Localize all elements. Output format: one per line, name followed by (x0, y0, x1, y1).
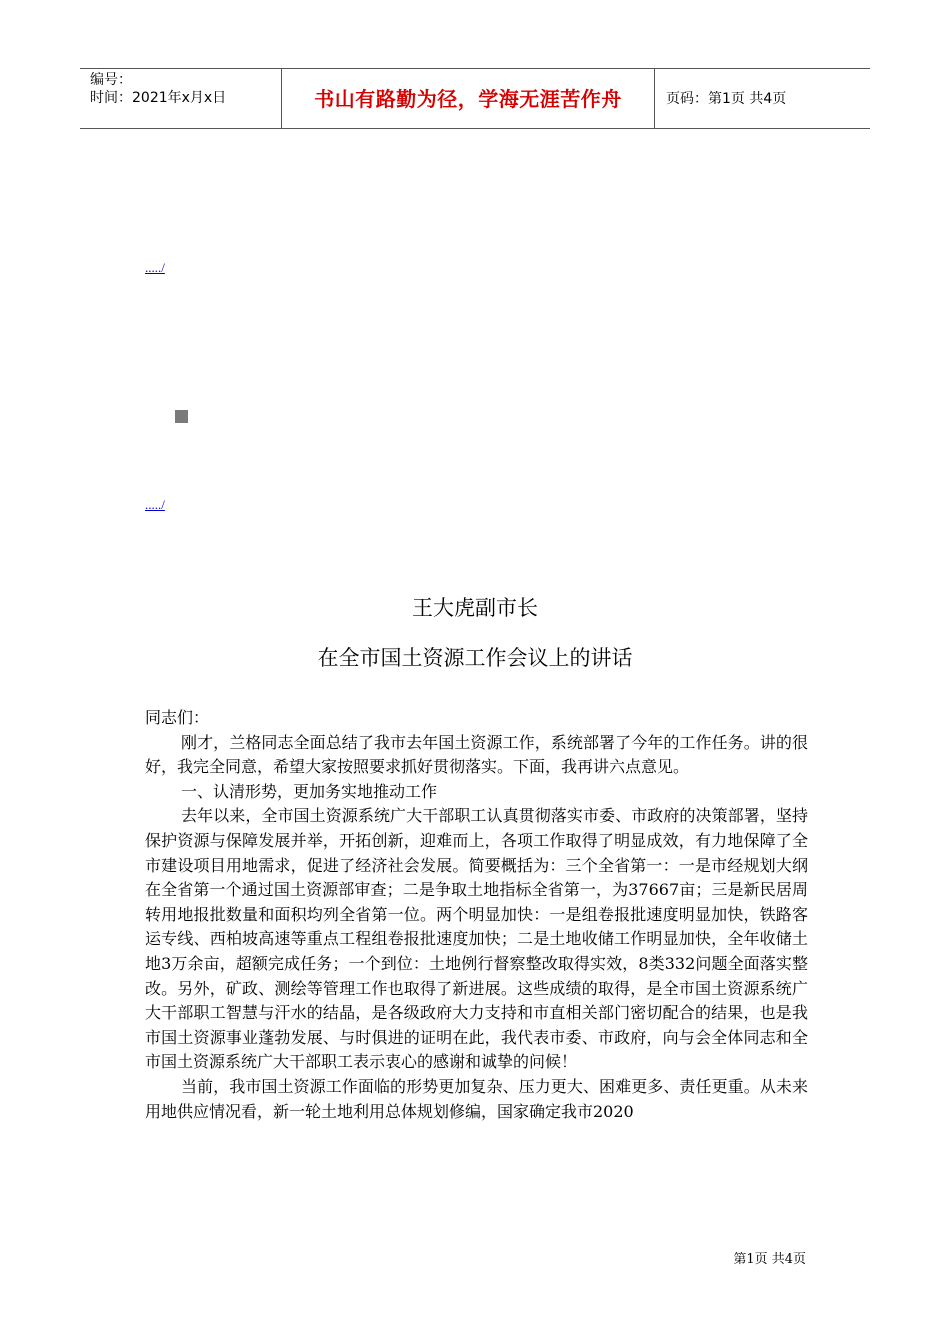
paragraph: 当前，我市国土资源工作面临的形势更加复杂、压力更大、困难更多、责任更重。从未来用地供应情况看，新一轮土地利用总体规划修编，国家确定我市2020 (145, 1076, 808, 1121)
document-title-line1: 王大虎副市长 (412, 596, 538, 620)
section-heading: 一、认清形势，更加务实地推动工作 (181, 781, 438, 801)
document-title-line2: 在全市国土资源工作会议上的讲话 (317, 646, 633, 670)
square-icon (175, 410, 188, 423)
header-motto: 书山有路勤为径，学海无涯苦作舟 (314, 87, 622, 111)
header-meta (90, 71, 280, 107)
paragraph: 刚才，兰格同志全面总结了我市去年国土资源工作，系统部署了今年的工作任务。讲的很好，我完全同意，希望大家按照要求抓好贯彻落实。下面，我再讲六点意见。 (145, 732, 808, 777)
link-2[interactable]: ...../ (145, 497, 165, 512)
number-label: 编号： (90, 72, 132, 88)
link-1[interactable]: ...../ (145, 260, 165, 275)
paragraph: 去年以来，全市国土资源系统广大干部职工认真贯彻落实市委、市政府的决策部署，坚持保护资源与保障发展并举，开拓创新，迎难而上，各项工作取得了明显成效，有力地保障了全市建设项目用地需求，促进了经济社会发展。简要概括为：三个全省第一：一是市经规划大纲在全省第一个通过国土资源部审查；二是争取土地指标全省第一，为37667亩；三是新民居周转用地报批数量和面积均列全省第一位。两个明显加快：一是组卷报批速度明显加快，铁路客运专线、西柏坡高速等重点工程组卷报批速度加快；二是土地收储工作明显加快，全年收储土地3万余亩，超额完成任务；一个到位：土地例行督察整改取得实效，8类332问题全面落实整改。另外，矿政、测绘等管理工作也取得了新进展。这些成绩的取得，是全市国土资源系统广大干部职工智慧与汗水的结晶，是各级政府大力支持和市直相关部门密切配合的结果，也是我市国土资源事业蓬勃发展、与时俱进的证明在此，我代表市委、市政府，向与会全体同志和全市国土资源系统广大干部职工表示衷心的感谢和诚挚的问候！ (145, 806, 808, 1072)
salutation: 同志们： (145, 708, 210, 727)
header-page-info: 页码：第1页 共4页 (666, 91, 787, 107)
time-label: 时间：2021年x月x日 (90, 90, 227, 106)
document-body (145, 706, 808, 1124)
header-divider (654, 69, 655, 129)
header-table (80, 68, 870, 129)
footer-page-info: 第1页 共4页 (733, 1252, 806, 1267)
